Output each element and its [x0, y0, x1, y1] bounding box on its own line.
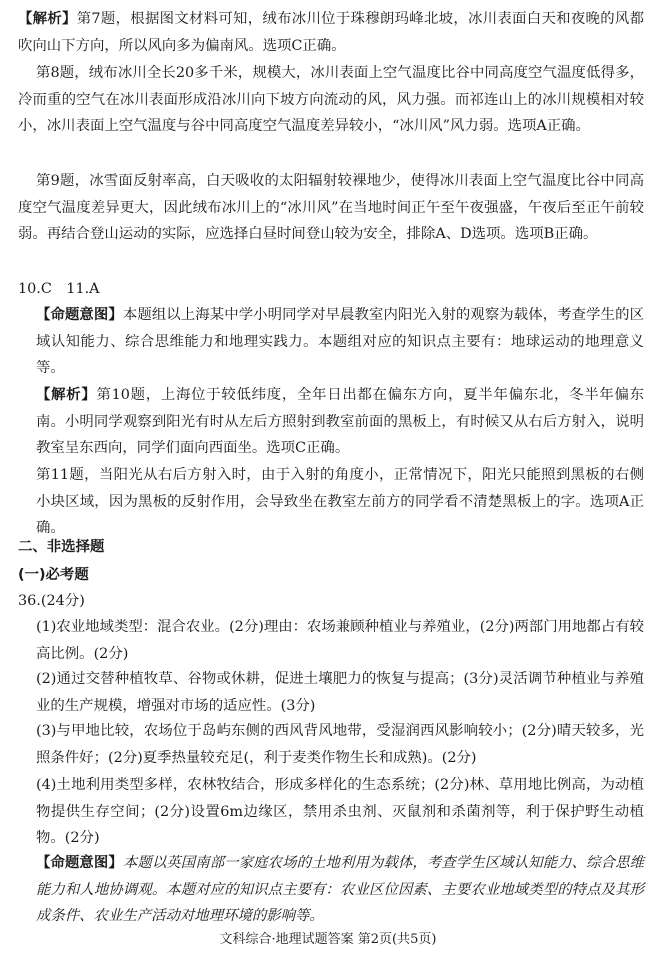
analysis-q10	[36, 382, 644, 462]
answer-36-2: (2)通过交替种植牧草、谷物或休耕，促进土壤肥力的恢复与提高；(3分)灵活调节种植业与养殖业的生产规模，增强对市场的适应性。(3分)	[36, 671, 644, 714]
analysis-q9: 第9题，冰雪面反射率高，白天吸收的太阳辐射较裸地少，使得冰川表面上空气温度比谷中同高度空气温度差异更大，因此绒布冰川上的“冰川风”在当地时间正午至午夜强盛，午夜后至正午前较弱。再结合登山运动的实际，应选择白昼时间登山较为安全，排除A、D选项。选项B正确。	[18, 173, 644, 242]
analysis-q8: 第8题，绒布冰川全长20多千米，规模大，冰川表面上空气温度比谷中同高度空气温度低得多，冷而重的空气在冰川表面形成沿冰川向下坡方向流动的风，风力强。而祁连山上的冰川规模相对较小，冰川表面上空气温度与谷中同高度空气温度差异较小，“冰川风”风力弱。选项A正确。	[18, 65, 644, 134]
answer-36-1: (1)农业地域类型：混合农业。(2分)理由：农场兼顾种植业与养殖业，(2分)两部门用地都占有较高比例。(2分)	[36, 619, 644, 662]
intent-q10-11	[36, 302, 644, 382]
analysis-q7	[18, 6, 644, 59]
analysis-q11: 第11题，当阳光从右后方射入时，由于入射的角度小，正常情况下，阳光只能照到黑板的右侧小块区域，因为黑板的反射作用，会导致坐在教室左前方的同学看不清楚黑板上的字。选项A正确。	[36, 467, 644, 536]
question-36: 36.(24分)	[18, 593, 85, 609]
page-footer: 文科综合·地理试题答案 第2页(共5页)	[219, 932, 437, 947]
intent-q10-11-text: 本题组以上海某中学小明同学对早晨教室内阳光入射的观察为载体，考查学生的区域认知能力、综合思维能力和地理实践力。本题组对应的知识点主要有：地球运动的地理意义等。	[36, 307, 644, 376]
intent-tag: 【命题意图】	[36, 855, 123, 871]
answer-36-3: (3)与甲地比较，农场位于岛屿东侧的西风背风地带，受湿润西风影响较小；(2分)晴天较多，光照条件好；(2分)夏季热量较充足(，利于麦类作物生长和成熟)。(2分)	[36, 723, 644, 766]
intent-q36	[36, 850, 644, 930]
analysis-tag: 【解析】	[18, 11, 77, 27]
analysis-q7-text: 第7题，根据图文材料可知，绒布冰川位于珠穆朗玛峰北坡，冰川表面白天和夜晚的风都吹向山下方向，所以风向多为偏南风。选项C正确。	[18, 11, 644, 54]
answer-36-4: (4)土地利用类型多样，农林牧结合，形成多样化的生态系统；(2分)林、草用地比例高，为动植物提供生存空间；(2分)设置6m边缘区，禁用杀虫剂、灭鼠剂和杀菌剂等，利于保护野生动植物。(2分)	[36, 777, 644, 846]
intent-tag: 【命题意图】	[36, 307, 123, 323]
analysis-tag: 【解析】	[36, 387, 97, 403]
answers-10-11: 10.C 11.A	[18, 281, 100, 297]
section-2a-title: (一)必考题	[18, 567, 89, 583]
intent-q36-text: 本题以英国南部一家庭农场的土地利用为载体，考查学生区域认知能力、综合思维能力和人地协调观。本题对应的知识点主要有：农业区位因素、主要农业地域类型的特点及其形成条件、农业生产活动对地理环境的影响等。	[36, 855, 644, 924]
section-2-title: 二、非选择题	[18, 539, 105, 555]
analysis-q10-text: 第10题，上海位于较低纬度，全年日出都在偏东方向，夏半年偏东北，冬半年偏东南。小明同学观察到阳光有时从左后方照射到教室前面的黑板上，有时候又从右后方射入，说明教室呈东西向，同学们面向西面坐。选项C正确。	[36, 387, 644, 456]
